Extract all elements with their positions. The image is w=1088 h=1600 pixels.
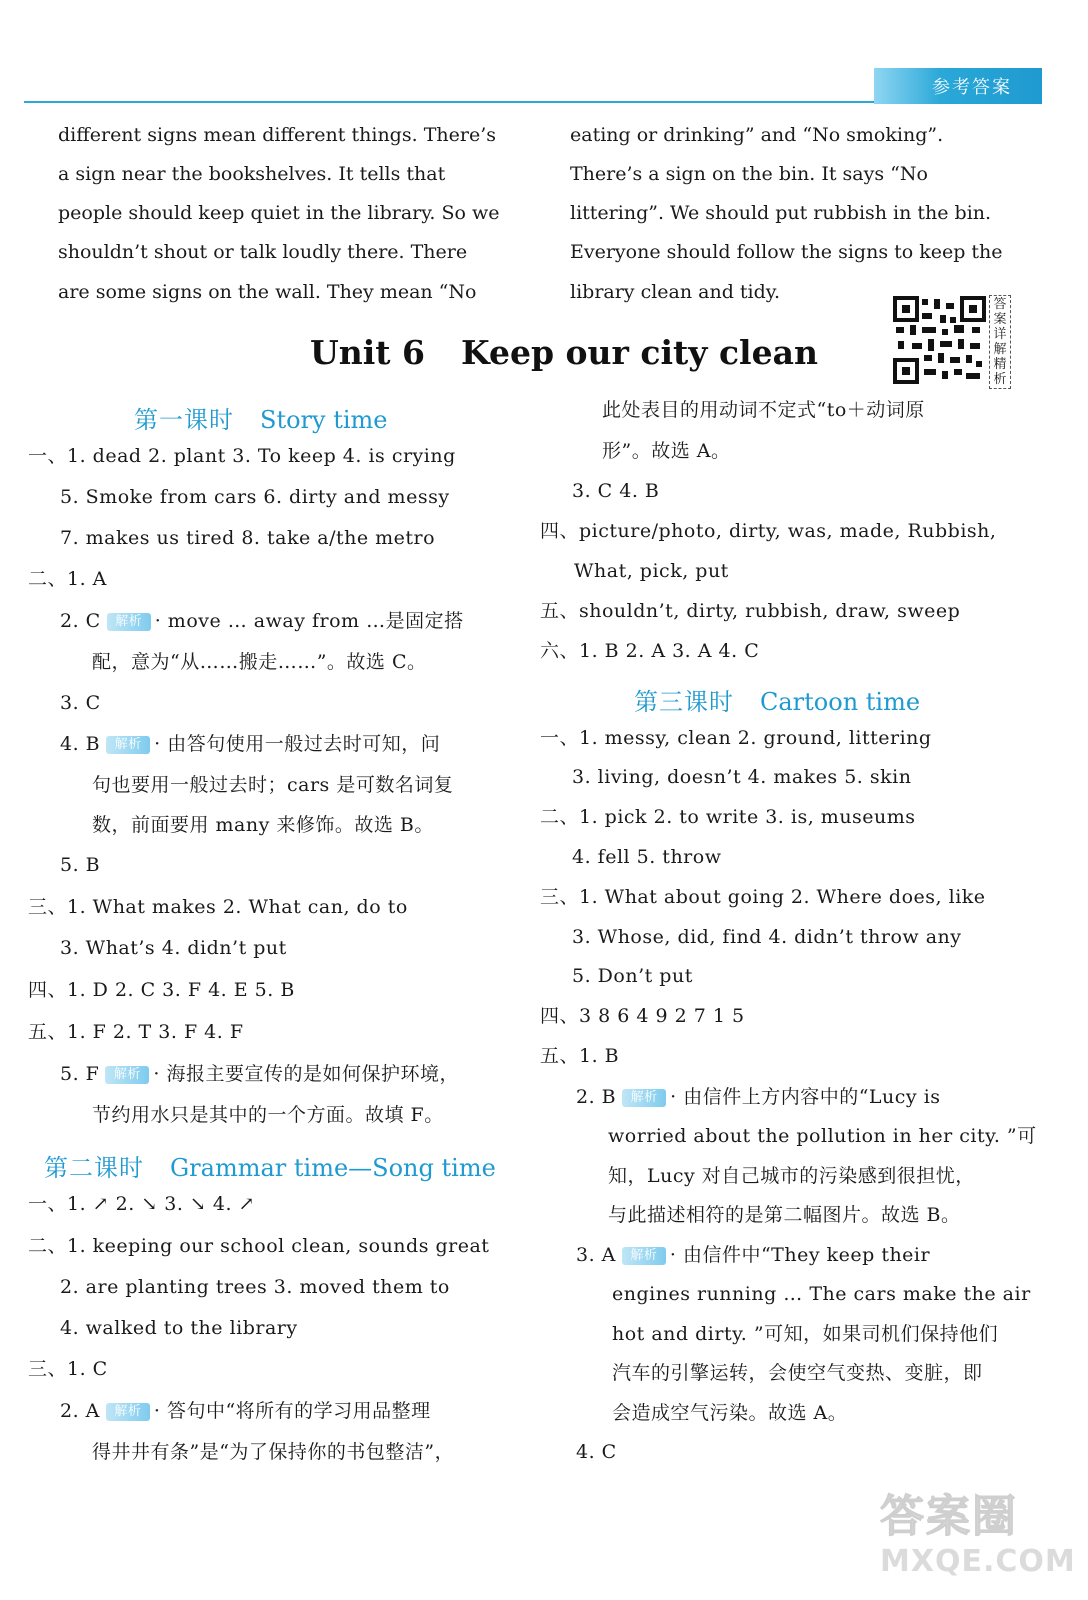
answer-line: 六、1. B 2. A 3. A 4. C: [540, 640, 760, 662]
qr-caption: 答案详解精析: [989, 295, 1011, 389]
watermark-brand: 答案圈: [880, 1491, 1018, 1542]
answer-line: [576, 1246, 930, 1265]
top-right-line-1: eating or drinking” and “No smoking”.: [570, 124, 944, 146]
qr-code[interactable]: [892, 295, 1012, 385]
answer-line: What, pick, put: [574, 560, 729, 582]
answer-line: 配，意为“从……搬走……”。故选 C。: [92, 651, 427, 673]
answer-line: 五、1. B: [540, 1045, 620, 1067]
section-zh: 第二课时: [44, 1154, 144, 1182]
answer-line: [60, 735, 440, 754]
section-en: Grammar time—Song time: [170, 1154, 496, 1182]
answer-number: 2. B: [576, 1086, 617, 1108]
analysis-text: · 海报主要宣传的是如何保护环境，: [153, 1063, 459, 1085]
section-zh: 第三课时: [634, 688, 734, 716]
answer-line: 一、1. dead 2. plant 3. To keep 4. is crying: [28, 445, 456, 467]
unit-heading: [310, 333, 818, 372]
unit-number: Unit 6: [310, 333, 426, 372]
answer-number: 3. A: [576, 1244, 616, 1266]
answer-number: 4. B: [60, 733, 101, 755]
answer-line: 四、1. D 2. C 3. F 4. E 5. B: [28, 979, 295, 1001]
answer-line: 4. walked to the library: [60, 1317, 298, 1339]
answer-line: 二、1. pick 2. to write 3. is, museums: [540, 806, 916, 828]
answer-line: worried about the pollution in her city. ”可: [608, 1125, 1037, 1147]
answer-line: [60, 1402, 431, 1421]
answer-line: 知，Lucy 对自己城市的污染感到很担忧，: [608, 1165, 975, 1187]
answer-number: 2. C: [60, 610, 101, 632]
answer-line: [60, 612, 464, 631]
section-en: Cartoon time: [760, 688, 921, 716]
answer-line: 3. What’s 4. didn’t put: [60, 937, 287, 959]
analysis-tag: 解析: [106, 736, 150, 754]
top-left-line-1: different signs mean different things. There’s: [58, 124, 496, 146]
analysis-tag: 解析: [622, 1089, 666, 1107]
answer-line: 句也要用一般过去时；cars 是可数名词复: [92, 774, 454, 796]
analysis-text: · 答句中“将所有的学习用品整理: [153, 1400, 431, 1422]
answer-line: 3. living, doesn’t 4. makes 5. skin: [572, 766, 912, 788]
answer-line: 2. are planting trees 3. moved them to: [60, 1276, 450, 1298]
answer-line: 3. C 4. B: [572, 480, 660, 502]
answer-line: [576, 1088, 941, 1107]
answer-line: 5. Smoke from cars 6. dirty and messy: [60, 486, 450, 508]
answer-line: 得井井有条”是“为了保持你的书包整洁”，: [92, 1441, 455, 1463]
answer-line: [60, 1065, 459, 1084]
answer-line: 三、1. What makes 2. What can, do to: [28, 896, 408, 918]
answer-line: 一、1. ↗ 2. ↘ 3. ↘ 4. ↗: [28, 1193, 255, 1215]
section-heading-lesson1: [134, 400, 387, 435]
top-right-line-4: Everyone should follow the signs to keep the: [570, 241, 1003, 263]
top-left-line-2: a sign near the bookshelves. It tells that: [58, 163, 446, 185]
answer-line: 二、1. A: [28, 568, 107, 590]
analysis-tag: 解析: [107, 613, 151, 631]
watermark-url: MXQE.COM: [880, 1544, 1076, 1579]
top-left-line-5: are some signs on the wall. They mean “No: [58, 281, 477, 303]
analysis-text: · 由信件中“They keep their: [669, 1244, 931, 1266]
answer-line: 五、1. F 2. T 3. F 4. F: [28, 1021, 244, 1043]
answer-number: 5. F: [60, 1063, 100, 1085]
analysis-text: · 由答句使用一般过去时可知，问: [154, 733, 441, 755]
section-heading-lesson2: [44, 1148, 496, 1183]
analysis-text: · move … away from …是固定搭: [154, 610, 464, 632]
answer-line: 数，前面要用 many 来修饰。故选 B。: [92, 814, 434, 836]
unit-title: Keep our city clean: [461, 333, 818, 372]
top-right-line-5: library clean and tidy.: [570, 281, 781, 303]
top-left-line-4: shouldn’t shout or talk loudly there. There: [58, 241, 468, 263]
header-tab: 参考答案: [874, 68, 1042, 104]
answer-line: engines running … The cars make the air: [612, 1283, 1031, 1305]
top-right-line-2: There’s a sign on the bin. It says “No: [570, 163, 928, 185]
answer-line: 5. Don’t put: [572, 965, 693, 987]
answer-line: 4. C: [576, 1441, 617, 1463]
answer-line: 二、1. keeping our school clean, sounds great: [28, 1235, 490, 1257]
answer-line: 与此描述相符的是第二幅图片。故选 B。: [608, 1204, 961, 1226]
answer-line: 节约用水只是其中的一个方面。故填 F。: [92, 1104, 444, 1126]
analysis-text: · 由信件上方内容中的“Lucy is: [670, 1086, 941, 1108]
answer-line: 三、1. C: [28, 1358, 108, 1380]
answer-line: 四、3 8 6 4 9 2 7 1 5: [540, 1005, 745, 1027]
analysis-tag: 解析: [106, 1403, 150, 1421]
answer-line: 3. Whose, did, find 4. didn’t throw any: [572, 926, 962, 948]
answer-line: 一、1. messy, clean 2. ground, littering: [540, 727, 932, 749]
answer-line: 形”。故选 A。: [602, 440, 731, 462]
watermark: [880, 1480, 1076, 1590]
analysis-tag: 解析: [105, 1066, 149, 1084]
answer-line: 汽车的引擎运转，会使空气变热、变脏，即: [612, 1362, 983, 1384]
answer-line: 会造成空气污染。故选 A。: [612, 1402, 848, 1424]
answer-number: 2. A: [60, 1400, 100, 1422]
answer-line: 7. makes us tired 8. take a/the metro: [60, 527, 436, 549]
answer-line: 五、shouldn’t, dirty, rubbish, draw, sweep: [540, 600, 961, 622]
answer-line: 5. B: [60, 854, 101, 876]
answer-line: 三、1. What about going 2. Where does, like: [540, 886, 986, 908]
answer-line: 4. fell 5. throw: [572, 846, 722, 868]
section-en: Story time: [260, 406, 388, 434]
answer-line: 四、picture/photo, dirty, was, made, Rubbish,: [540, 520, 997, 542]
answer-line: 此处表目的用动词不定式“to＋动词原: [602, 399, 925, 421]
top-left-line-3: people should keep quiet in the library. So we: [58, 202, 500, 224]
analysis-tag: 解析: [622, 1247, 666, 1265]
answer-line: 3. C: [60, 692, 101, 714]
section-heading-lesson3: [634, 682, 920, 717]
top-right-line-3: littering”. We should put rubbish in the bin.: [570, 202, 992, 224]
section-zh: 第一课时: [134, 406, 234, 434]
answer-line: hot and dirty. ”可知，如果司机们保持他们: [612, 1323, 999, 1345]
